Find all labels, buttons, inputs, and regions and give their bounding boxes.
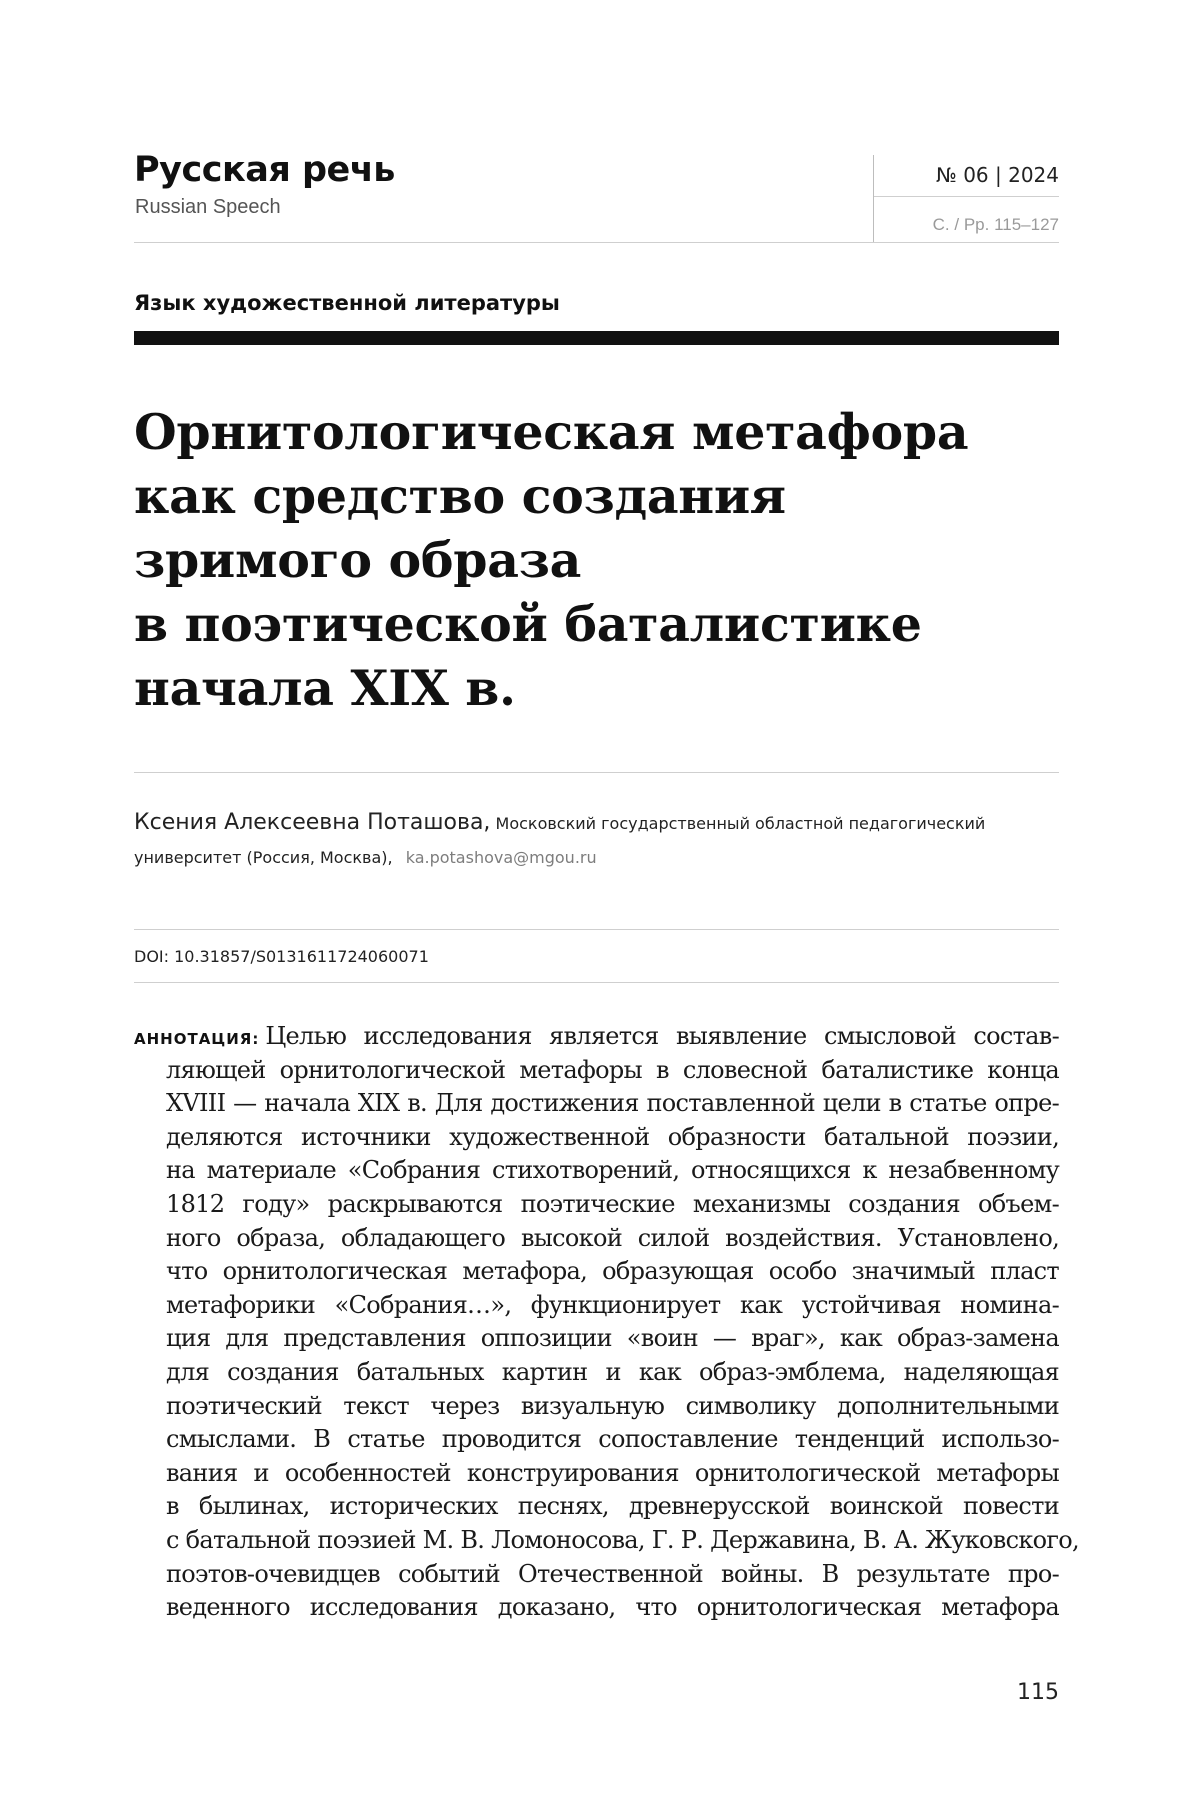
abstract-line: веденного исследования доказано, что орнитологическая метафора	[166, 1593, 1059, 1622]
abstract-line: метафорики «Собрания…», функционирует как устойчивая номина-	[166, 1290, 1059, 1319]
abstract-line: смыслами. В статье проводится сопоставление тенденций использо-	[166, 1425, 1059, 1454]
article-title	[134, 400, 1059, 720]
author-affiliation: Московский государственный областной педагогический	[495, 814, 986, 833]
journal-subtitle: Russian Speech	[135, 196, 281, 218]
doi-rule-top	[134, 929, 1059, 930]
abstract-line: 1812 году» раскрываются поэтические механизмы создания объем-	[166, 1189, 1059, 1218]
abstract-line: на материале «Собрания стихотворений, относящихся к незабвенному	[166, 1156, 1059, 1185]
author-block	[134, 810, 1059, 835]
abstract-line: АННОТАЦИЯ: Целью исследования является выявление смысловой состав-	[134, 1022, 1059, 1050]
title-line: Орнитологическая метафора	[134, 403, 969, 461]
doi: DOI: 10.31857/S0131611724060071	[134, 947, 429, 966]
title-line: как средство создания	[134, 467, 786, 525]
abstract-line: в былинах, исторических песнях, древнерусской воинской повести	[166, 1492, 1059, 1521]
abstract	[134, 1020, 1079, 1625]
title-line: начала XIX в.	[134, 659, 516, 717]
abstract-line: ляющей орнитологической метафоры в словесной баталистике конца	[166, 1055, 1059, 1084]
author-affiliation-2: университет (Россия, Москва),	[134, 848, 393, 867]
abstract-line: поэтов-очевидцев событий Отечественной войны. В результате про-	[166, 1559, 1059, 1588]
author-email-link[interactable]: ka.potashova@mgou.ru	[405, 848, 597, 867]
journal-title: Русская речь	[134, 150, 395, 190]
author-name: Ксения Алексеевна Поташова,	[134, 810, 491, 835]
title-line: в поэтической баталистике	[134, 595, 922, 653]
abstract-label: АННОТАЦИЯ:	[134, 1030, 260, 1048]
abstract-line: поэтический текст через визуальную символику дополнительными	[166, 1391, 1059, 1420]
abstract-line: вания и особенностей конструирования орнитологической метафоры	[166, 1458, 1059, 1487]
abstract-line: деляются источники художественной образности батальной поэзии,	[166, 1122, 1059, 1151]
issue-number: № 06 | 2024	[936, 163, 1059, 187]
abstract-line: что орнитологическая метафора, образующая особо значимый пласт	[166, 1257, 1059, 1286]
title-rule	[134, 772, 1059, 773]
abstract-line: с батальной поэзией М. В. Ломоносова, Г. Р. Державина, В. А. Жуковского,	[166, 1525, 1079, 1554]
abstract-line: XVIII — начала XIX в. Для достижения поставленной цели в статье опре-	[166, 1089, 1059, 1118]
page-range: С. / Pp. 115–127	[932, 215, 1059, 234]
page-number: 115	[1017, 1680, 1059, 1705]
section-heading: Язык художественной литературы	[134, 291, 560, 315]
header-rule	[134, 242, 1059, 243]
title-line: зримого образа	[134, 531, 582, 589]
issue-rule	[874, 196, 1059, 197]
section-bar	[134, 331, 1059, 345]
masthead-divider	[873, 155, 874, 243]
abstract-line: ного образа, обладающего высокой силой воздействия. Установлено,	[166, 1223, 1059, 1252]
doi-rule-bottom	[134, 982, 1059, 983]
author-affiliation-cont	[134, 848, 597, 867]
abstract-line: ция для представления оппозиции «воин — враг», как образ-замена	[166, 1324, 1059, 1353]
abstract-line: для создания батальных картин и как образ-эмблема, наделяющая	[166, 1357, 1059, 1386]
